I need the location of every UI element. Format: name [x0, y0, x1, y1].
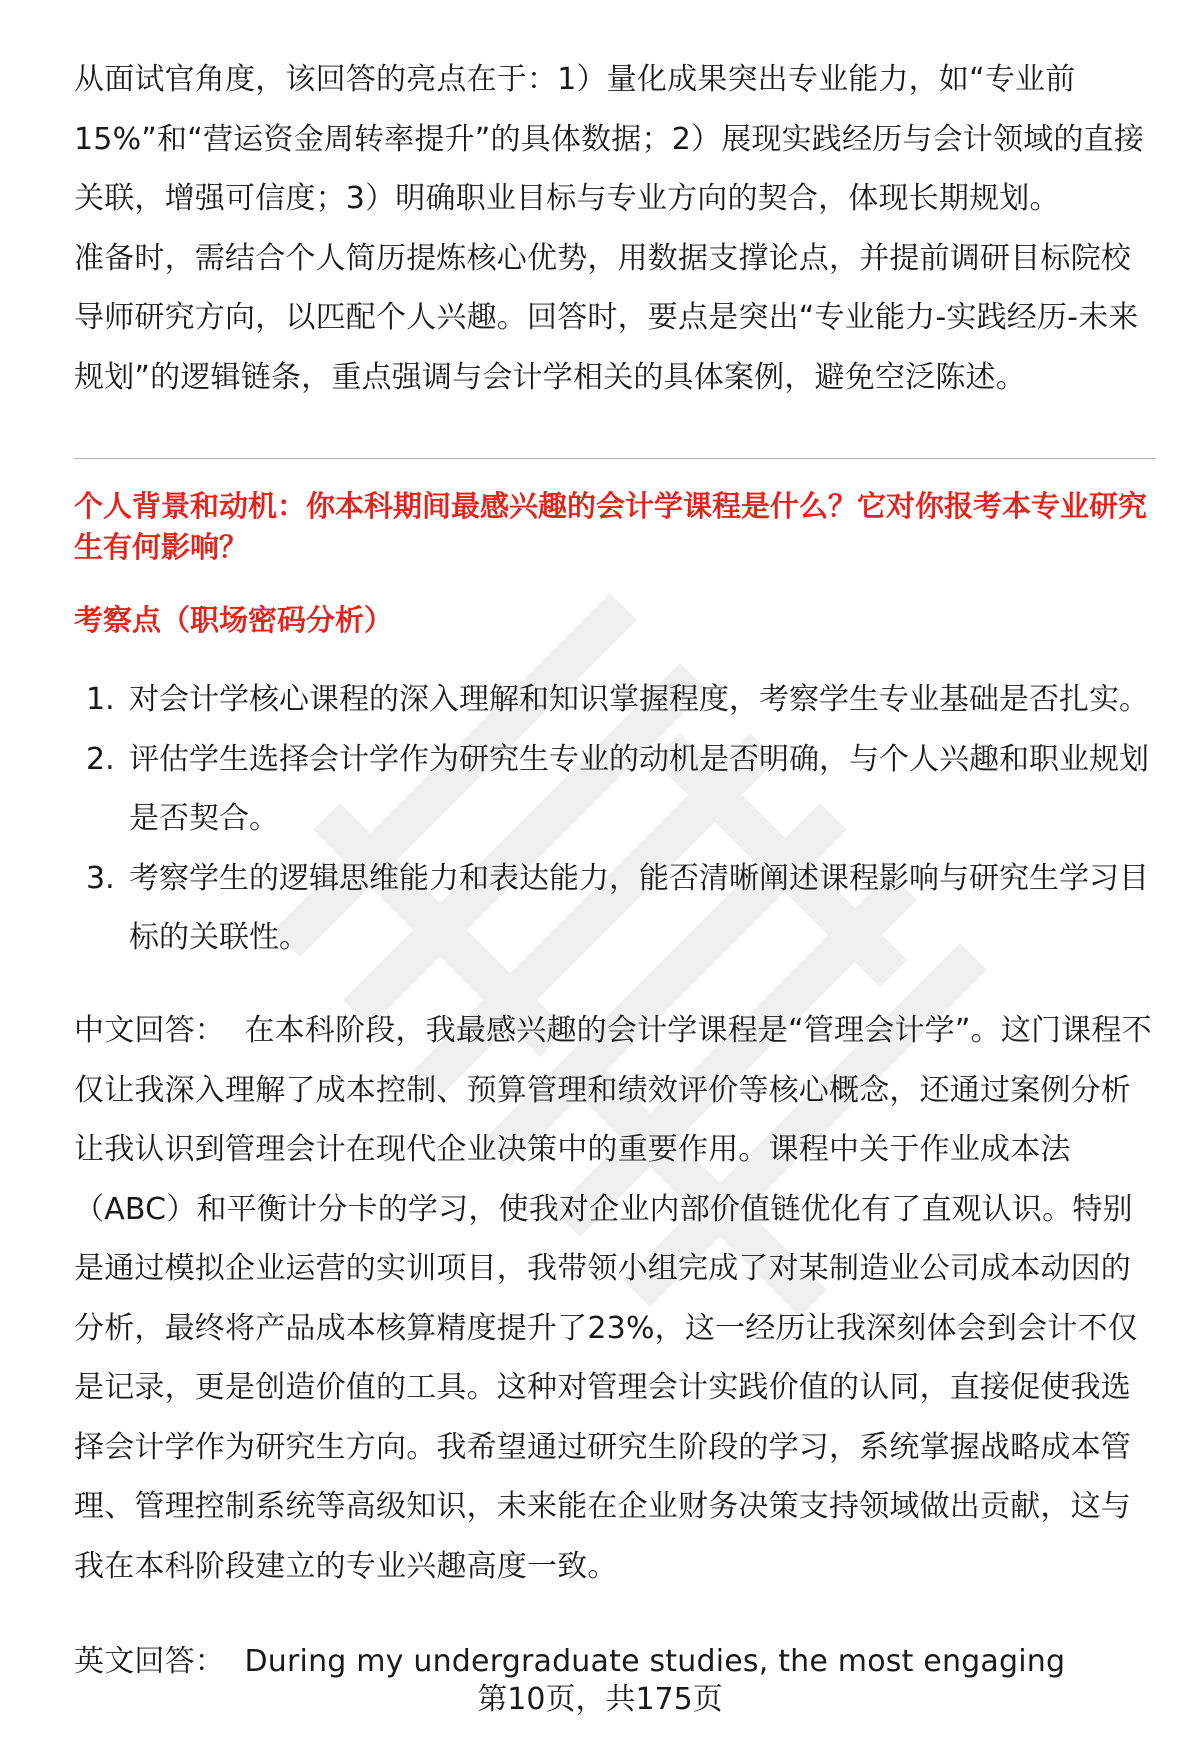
list-item-number: 3. — [86, 860, 115, 896]
question-heading: 个人背景和动机：你本科期间最感兴趣的会计学课程是什么？它对你报考本专业研究生有何影响？ — [74, 489, 1148, 564]
list-item-number: 2. — [86, 741, 115, 777]
chinese-answer-label: 中文回答： — [74, 1013, 225, 1048]
chinese-answer — [74, 1001, 1156, 1596]
list-item-text: 考察学生的逻辑思维能力和表达能力，能否清晰阐述课程影响与研究生学习目标的关联性。 — [129, 860, 1149, 955]
chinese-answer-text: 在本科阶段，我最感兴趣的会计学课程是“管理会计学”。这门课程不仅让我深入理解了成本控制、预算管理和绩效评价等核心概念，还通过案例分析让我认识到管理会计在现代企业决策中的重要作用。课程中关于作业成本法（ABC）和平衡计分卡的学习，使我对企业内部价值链优化有了直观认识。特别是通过模拟企业运营的实训项目，我带领小组完成了对某制造业公司成本动因的分析，最终将产品成本核算精度提升了23%，这一经历让我深刻体会到会计不仅是记录，更是创造价值的工具。这种对管理会计实践价值的认同，直接促使我选择会计学作为研究生方向。我希望通过研究生阶段的学习，系统掌握战略成本管理、管理控制系统等高级知识，未来能在企业财务决策支持领域做出贡献，这与我在本科阶段建立的专业兴趣高度一致。 — [74, 1013, 1152, 1584]
list-item — [74, 849, 1156, 968]
section-divider — [74, 458, 1156, 459]
list-item — [74, 670, 1156, 730]
assessment-heading: 考察点（职场密码分析） — [74, 603, 394, 637]
list-item-text: 对会计学核心课程的深入理解和知识掌握程度，考察学生专业基础是否扎实。 — [129, 682, 1149, 717]
english-answer-text: During my undergraduate studies, the most engaging — [244, 1644, 1066, 1679]
list-item — [74, 730, 1156, 849]
assessment-list — [74, 670, 1156, 968]
intro-paragraph-1: 从面试官角度，该回答的亮点在于：1）量化成果突出专业能力，如“专业前15%”和“营运资金周转率提升”的具体数据；2）展现实践经历与会计领域的直接关联，增强可信度；3）明确职业目标与专业方向的契合，体现长期规划。 — [74, 62, 1144, 216]
intro-paragraph-2: 准备时，需结合个人简历提炼核心优势，用数据支撑论点，并提前调研目标院校导师研究方向，以匹配个人兴趣。回答时，要点是突出“专业能力-实践经历-未来规划”的逻辑链条，重点强调与会计学相关的具体案例，避免空泛陈述。 — [74, 240, 1139, 395]
english-answer-label: 英文回答： — [74, 1644, 225, 1679]
page-number: 第10页，共175页 — [477, 1682, 723, 1717]
list-item-text: 评估学生选择会计学作为研究生专业的动机是否明确，与个人兴趣和职业规划是否契合。 — [129, 741, 1149, 836]
intro-section — [74, 50, 1154, 407]
list-item-number: 1. — [86, 682, 115, 717]
